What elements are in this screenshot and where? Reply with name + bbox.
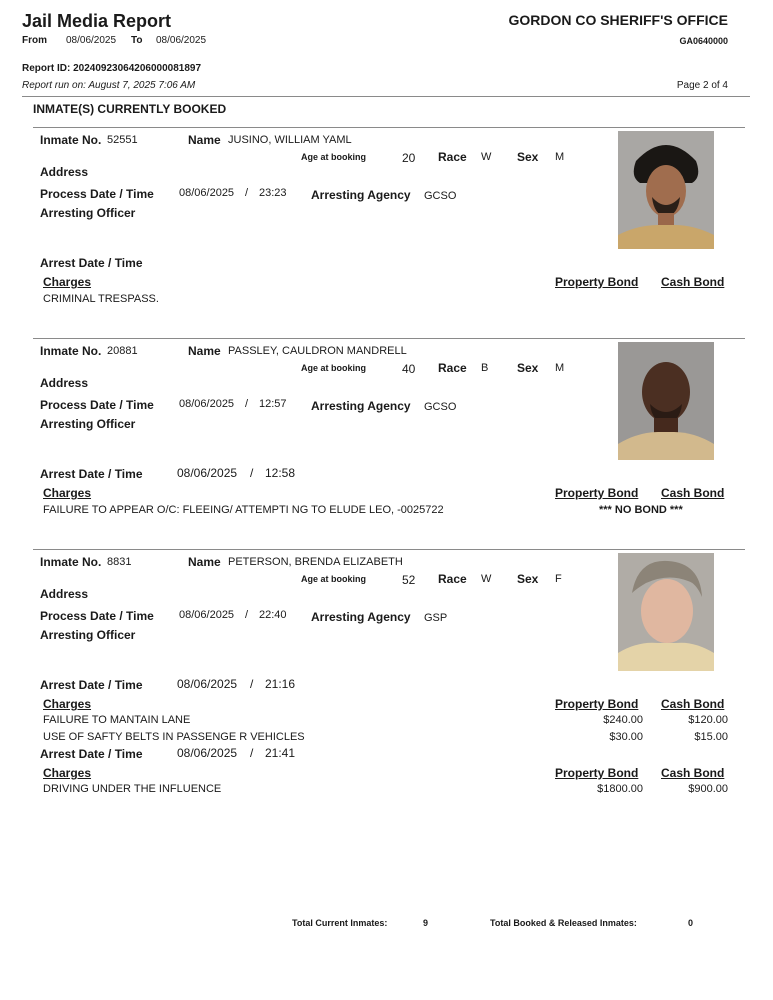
arresting-officer-label: Arresting Officer bbox=[40, 206, 136, 220]
report-title: Jail Media Report bbox=[22, 11, 172, 31]
arrest-date-label: Arrest Date / Time bbox=[40, 256, 143, 270]
no-bond-note: *** NO BOND *** bbox=[599, 504, 683, 516]
inmate-no: 52551 bbox=[107, 134, 138, 146]
name-label: Name bbox=[188, 344, 221, 358]
cash-bond-label: Cash Bond bbox=[661, 697, 725, 711]
agency-name: GORDON CO SHERIFF'S OFFICE bbox=[508, 12, 728, 28]
from-label: From bbox=[22, 35, 47, 46]
address-label: Address bbox=[40, 587, 89, 601]
arrest-date-label: Arrest Date / Time bbox=[40, 467, 143, 481]
arresting-agency: GCSO bbox=[424, 190, 457, 202]
sex-label: Sex bbox=[517, 361, 539, 375]
mugshot-placeholder bbox=[618, 131, 714, 249]
charges-label: Charges bbox=[43, 486, 92, 500]
inmate-record bbox=[0, 550, 773, 810]
charges-label: Charges bbox=[43, 766, 92, 780]
process-label: Process Date / Time bbox=[40, 398, 154, 412]
charge-text: USE OF SAFTY BELTS IN PASSENGE R VEHICLES bbox=[43, 731, 305, 743]
arrest-time: 12:58 bbox=[265, 466, 296, 480]
inmate-no-label: Inmate No. bbox=[40, 133, 102, 147]
agency-ori: GA0640000 bbox=[679, 36, 728, 46]
inmate-no-label: Inmate No. bbox=[40, 344, 102, 358]
cash-bond-value: $120.00 bbox=[688, 714, 728, 726]
charge-text: CRIMINAL TRESPASS. bbox=[43, 293, 159, 305]
age-label: Age at booking bbox=[301, 574, 366, 584]
inmate-no-label: Inmate No. bbox=[40, 555, 102, 569]
charge-text: DRIVING UNDER THE INFLUENCE bbox=[43, 783, 222, 795]
slash: / bbox=[250, 746, 254, 760]
inmate-record bbox=[0, 339, 773, 539]
inmate-name: PETERSON, BRENDA ELIZABETH bbox=[228, 556, 403, 568]
process-time: 22:40 bbox=[259, 609, 287, 621]
process-time: 23:23 bbox=[259, 187, 287, 199]
mugshot-photo bbox=[618, 553, 714, 671]
process-date: 08/06/2025 bbox=[179, 609, 235, 621]
slash: / bbox=[245, 609, 249, 621]
inmate-race: W bbox=[481, 151, 492, 163]
inmate-age: 52 bbox=[402, 573, 416, 587]
inmate-sex: M bbox=[555, 151, 565, 163]
arresting-agency-label: Arresting Agency bbox=[311, 610, 411, 624]
arrest-time: 21:41 bbox=[265, 746, 296, 760]
inmate-age: 20 bbox=[402, 151, 416, 165]
from-date: 08/06/2025 bbox=[66, 35, 117, 46]
inmate-race: B bbox=[481, 362, 489, 374]
total-current-value: 9 bbox=[423, 918, 429, 928]
cash-bond-label: Cash Bond bbox=[661, 275, 725, 289]
inmate-sex: M bbox=[555, 362, 565, 374]
slash: / bbox=[245, 187, 249, 199]
header-divider bbox=[22, 96, 750, 97]
cash-bond-label: Cash Bond bbox=[661, 766, 725, 780]
inmate-no: 20881 bbox=[107, 345, 138, 357]
process-label: Process Date / Time bbox=[40, 187, 154, 201]
address-label: Address bbox=[40, 165, 89, 179]
section-title: INMATE(S) CURRENTLY BOOKED bbox=[33, 102, 227, 116]
arresting-officer-label: Arresting Officer bbox=[40, 417, 136, 431]
report-id: Report ID: 20240923064206000081897 bbox=[22, 63, 202, 74]
property-bond-label: Property Bond bbox=[555, 766, 639, 780]
age-label: Age at booking bbox=[301, 363, 366, 373]
sex-label: Sex bbox=[517, 572, 539, 586]
process-time: 12:57 bbox=[259, 398, 287, 410]
cash-bond-value: $15.00 bbox=[694, 731, 728, 743]
race-label: Race bbox=[438, 361, 467, 375]
property-bond-value: $30.00 bbox=[609, 731, 643, 743]
arresting-agency: GCSO bbox=[424, 401, 457, 413]
page-number: Page 2 of 4 bbox=[676, 80, 728, 91]
total-booked-released-label: Total Booked & Released Inmates: bbox=[490, 918, 637, 928]
race-label: Race bbox=[438, 572, 467, 586]
inmate-no: 8831 bbox=[107, 556, 132, 568]
arrest-date: 08/06/2025 bbox=[177, 677, 238, 691]
process-date: 08/06/2025 bbox=[179, 398, 235, 410]
charge-text: FAILURE TO MANTAIN LANE bbox=[43, 714, 191, 726]
age-label: Age at booking bbox=[301, 152, 366, 162]
inmate-name: PASSLEY, CAULDRON MANDRELL bbox=[228, 345, 407, 357]
property-bond-label: Property Bond bbox=[555, 486, 639, 500]
arrest-date: 08/06/2025 bbox=[177, 466, 238, 480]
arrest-date: 08/06/2025 bbox=[177, 746, 238, 760]
total-booked-released-value: 0 bbox=[688, 918, 694, 928]
property-bond-label: Property Bond bbox=[555, 275, 639, 289]
name-label: Name bbox=[188, 133, 221, 147]
arrest-date-label: Arrest Date / Time bbox=[40, 747, 143, 761]
process-date: 08/06/2025 bbox=[179, 187, 235, 199]
race-label: Race bbox=[438, 150, 467, 164]
arrest-date-label: Arrest Date / Time bbox=[40, 678, 143, 692]
charge-text: FAILURE TO APPEAR O/C: FLEEING/ ATTEMPTI NG TO ELUDE LEO, -0025722 bbox=[43, 504, 444, 516]
property-bond-value: $1800.00 bbox=[597, 783, 643, 795]
report-run-on: Report run on: August 7, 2025 7:06 AM bbox=[22, 80, 196, 91]
inmate-sex: F bbox=[555, 573, 562, 585]
charges-label: Charges bbox=[43, 275, 92, 289]
cash-bond-label: Cash Bond bbox=[661, 486, 725, 500]
to-label: To bbox=[131, 35, 143, 46]
arresting-agency: GSP bbox=[424, 612, 448, 624]
slash: / bbox=[250, 677, 254, 691]
name-label: Name bbox=[188, 555, 221, 569]
mugshot-placeholder bbox=[618, 342, 714, 460]
arresting-agency-label: Arresting Agency bbox=[311, 188, 411, 202]
property-bond-value: $240.00 bbox=[603, 714, 643, 726]
inmate-name: JUSINO, WILLIAM YAML bbox=[228, 134, 352, 146]
inmate-age: 40 bbox=[402, 362, 416, 376]
process-label: Process Date / Time bbox=[40, 609, 154, 623]
slash: / bbox=[250, 466, 254, 480]
arrest-time: 21:16 bbox=[265, 677, 296, 691]
address-label: Address bbox=[40, 376, 89, 390]
arresting-officer-label: Arresting Officer bbox=[40, 628, 136, 642]
mugshot-photo bbox=[618, 131, 714, 249]
property-bond-label: Property Bond bbox=[555, 697, 639, 711]
arresting-agency-label: Arresting Agency bbox=[311, 399, 411, 413]
inmate-race: W bbox=[481, 573, 492, 585]
inmate-record bbox=[0, 128, 773, 328]
slash: / bbox=[245, 398, 249, 410]
cash-bond-value: $900.00 bbox=[688, 783, 728, 795]
total-current-label: Total Current Inmates: bbox=[292, 918, 388, 928]
sex-label: Sex bbox=[517, 150, 539, 164]
mugshot-placeholder bbox=[618, 553, 714, 671]
to-date: 08/06/2025 bbox=[156, 35, 207, 46]
mugshot-photo bbox=[618, 342, 714, 460]
charges-label: Charges bbox=[43, 697, 92, 711]
